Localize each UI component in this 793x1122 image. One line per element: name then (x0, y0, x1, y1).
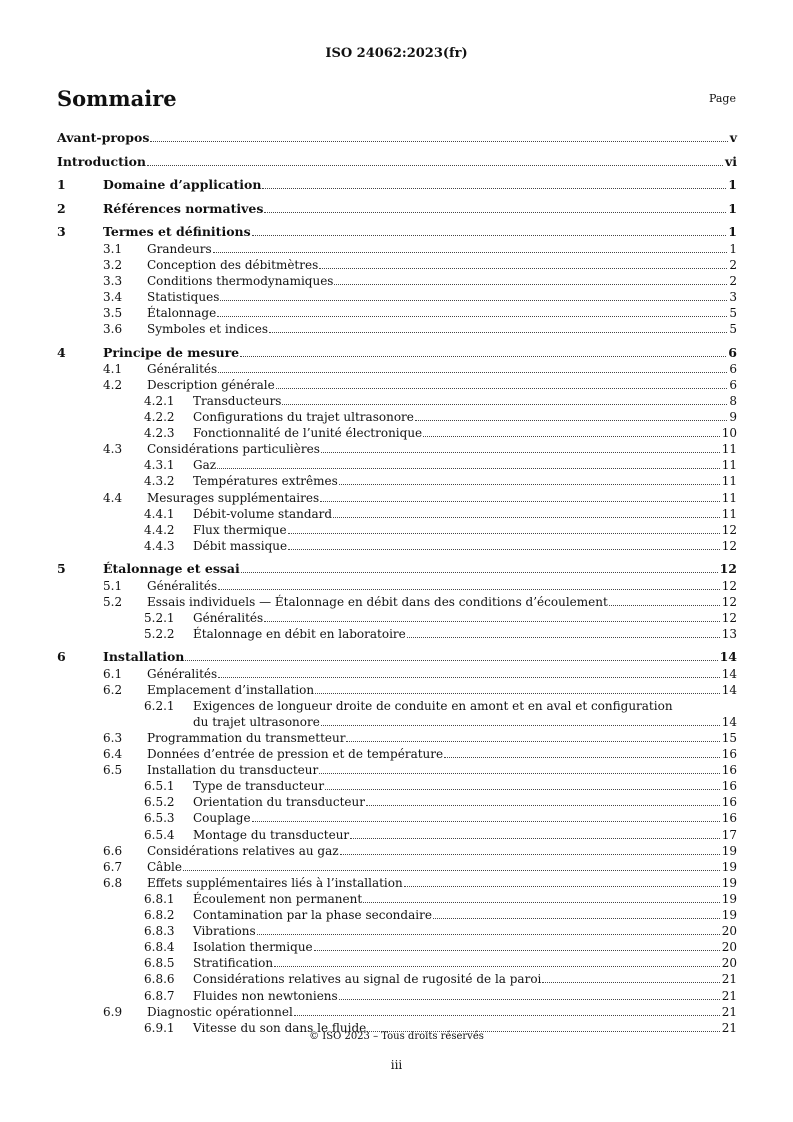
toc-entry[interactable] (147, 442, 737, 456)
toc-entry-page: 19 (721, 891, 737, 906)
toc-entry[interactable] (147, 844, 737, 858)
toc-entry[interactable] (193, 627, 737, 641)
page-number: iii (390, 1058, 403, 1072)
toc-entry-page: 2 (729, 257, 737, 272)
toc-entry-page: 12 (721, 594, 737, 609)
toc-entry-title: Essais individuels — Étalonnage en débit dans des conditions d’écoulement (147, 594, 608, 609)
toc-entry-number: 4.2 (103, 377, 123, 392)
toc-entry-title: Vibrations (193, 924, 256, 939)
toc-entry-title: Symboles et indices (147, 322, 269, 336)
toc-entry-title-continuation: du trajet ultrasonore (193, 714, 320, 729)
toc-entry[interactable] (147, 579, 737, 593)
toc-entry-page: v (729, 130, 737, 145)
dot-leader (264, 621, 720, 622)
dot-leader (282, 404, 727, 405)
toc-entry-page: 15 (721, 730, 737, 745)
toc-entry[interactable] (147, 306, 737, 320)
toc-entry-title: Type de transducteur (193, 779, 325, 794)
toc-entry[interactable] (147, 731, 737, 745)
toc-entry-title: Considérations particulières (147, 442, 320, 457)
toc-entry-title: Câble (147, 859, 182, 874)
toc-entry-page: 20 (721, 940, 737, 955)
dot-leader (320, 501, 720, 502)
toc-entry-title: Introduction (57, 153, 147, 169)
toc-entry-number: 4.3.2 (144, 474, 175, 489)
toc-entry-page: 6 (729, 377, 737, 392)
toc-entry-page: 19 (721, 908, 737, 922)
toc-entry-page: 14 (721, 714, 737, 729)
dot-leader (276, 388, 728, 389)
toc-entry-number: 6.8.6 (144, 972, 175, 987)
toc-entry[interactable] (147, 1005, 737, 1019)
toc-entry[interactable] (147, 683, 737, 697)
dot-leader (147, 165, 723, 166)
toc-entry[interactable] (147, 491, 737, 505)
toc-entry-number: 6.8.7 (144, 988, 175, 1003)
dot-leader (366, 805, 720, 806)
dot-leader (288, 549, 720, 550)
dot-leader (183, 870, 720, 871)
toc-entry-page: 20 (721, 924, 737, 939)
toc-entry-title: Étalonnage (147, 305, 217, 320)
dot-leader (407, 637, 720, 638)
toc-entry[interactable] (193, 779, 737, 793)
toc-entry-number: 2 (57, 200, 66, 216)
dot-leader (218, 677, 720, 678)
toc-entry-number: 3.6 (103, 322, 123, 336)
toc-entry-number: 6.8.2 (144, 908, 175, 922)
toc-entry-page: 2 (729, 273, 737, 288)
toc-entry-page: vi (724, 153, 737, 169)
dot-leader (319, 773, 720, 774)
toc-entry[interactable] (103, 202, 737, 216)
toc-entry-page: 9 (729, 410, 737, 424)
toc-entry[interactable] (147, 860, 737, 874)
toc-entry-page: 16 (721, 779, 737, 794)
toc-entry-title: Étalonnage en débit en laboratoire (193, 626, 406, 641)
toc-entry[interactable] (193, 892, 737, 906)
toc-entry-number: 3.5 (103, 305, 123, 320)
toc-entry[interactable] (193, 523, 737, 537)
toc-entry-number: 6.8.1 (144, 891, 175, 906)
toc-entry-title: Principe de mesure (103, 344, 240, 360)
toc-entry[interactable] (193, 611, 737, 625)
dot-leader (339, 999, 720, 1000)
toc-entry-number: 4.4.2 (144, 522, 175, 537)
toc-entry-number: 4.4.1 (144, 506, 175, 521)
toc-entry-page: 16 (721, 795, 737, 810)
toc-entry-title: Transducteurs (193, 393, 282, 408)
toc-entry-page: 1 (728, 224, 737, 240)
toc-entry-title: Écoulement non permanent (193, 891, 363, 906)
toc-entry[interactable] (147, 362, 737, 376)
toc-entry[interactable] (147, 667, 737, 681)
toc-entry-number: 3.2 (103, 257, 123, 272)
toc-entry-page: 1 (728, 200, 737, 216)
toc-entry-title: Conception des débitmètres (147, 257, 319, 272)
toc-entry[interactable] (193, 924, 737, 938)
toc-entry-page: 13 (721, 626, 737, 641)
toc-entry[interactable] (103, 178, 737, 192)
toc-entry-number: 6.4 (103, 747, 123, 761)
toc-entry-page: 11 (721, 490, 737, 505)
dot-leader (340, 854, 720, 855)
toc-entry-title: Diagnostic opérationnel (147, 1004, 293, 1019)
toc-entry-number: 3.3 (103, 273, 123, 288)
toc-entry-number: 6.6 (103, 843, 123, 858)
toc-entry-number: 6.5 (103, 763, 123, 778)
toc-entry-title: Flux thermique (193, 522, 287, 537)
toc-entry[interactable] (147, 378, 737, 392)
dot-leader (252, 821, 720, 822)
dot-leader (325, 789, 720, 790)
dot-leader (423, 436, 720, 437)
toc-entry-title: Vitesse du son dans le fluide (193, 1020, 367, 1035)
toc-entry-number: 6.7 (103, 859, 123, 874)
toc-entry-title: Configurations du trajet ultrasonore (193, 410, 414, 424)
dot-leader (319, 268, 727, 269)
toc-entry-number: 5.2.1 (144, 610, 175, 625)
toc-entry-page: 14 (719, 649, 737, 665)
toc-entry-number: 3.1 (103, 241, 123, 256)
toc-entry[interactable] (193, 989, 737, 1003)
toc-entry[interactable] (193, 940, 737, 954)
toc-entry-number: 6.8.4 (144, 940, 175, 955)
toc-entry-title: Considérations relatives au gaz (147, 843, 339, 858)
toc-entry[interactable] (147, 274, 737, 288)
dot-leader (217, 468, 720, 469)
toc-entry-title: Emplacement d’installation (147, 682, 315, 697)
dot-leader (288, 533, 720, 534)
toc-entry-page: 12 (721, 610, 737, 625)
toc-entry-page: 12 (721, 578, 737, 593)
dot-leader (217, 316, 727, 317)
toc-entry-page: 11 (721, 442, 737, 457)
toc-entry[interactable] (193, 972, 737, 986)
toc-entry-title: Domaine d’application (103, 177, 262, 193)
toc-entry-number: 6.9.1 (144, 1020, 175, 1035)
toc-entry-page: 21 (721, 972, 737, 987)
toc-entry[interactable] (103, 225, 737, 239)
toc-entry-page: 14 (721, 682, 737, 697)
toc-entry-page: 16 (721, 763, 737, 778)
toc-entry-page: 5 (729, 322, 737, 336)
toc-entry-number: 4 (57, 344, 66, 360)
dot-leader (444, 757, 720, 758)
dot-leader (213, 252, 728, 253)
toc-entry[interactable] (147, 258, 737, 272)
dot-leader (185, 660, 717, 661)
toc-entry[interactable] (147, 242, 737, 256)
toc-entry[interactable] (103, 562, 737, 576)
toc-entry[interactable] (103, 346, 737, 360)
toc-entry-number: 5.2 (103, 594, 123, 609)
toc-entry[interactable] (147, 747, 737, 761)
toc-entry-number: 5.2.2 (144, 626, 175, 641)
toc-entry[interactable] (193, 410, 737, 424)
copyright-footer: © ISO 2023 – Tous droits réservés (309, 1031, 484, 1042)
dot-leader (240, 356, 726, 357)
toc-entry-title: Généralités (147, 578, 218, 593)
toc-entry[interactable] (193, 474, 737, 488)
toc-entry-page: 6 (728, 344, 737, 360)
toc-entry-title: Statistiques (147, 289, 220, 304)
dot-leader (350, 838, 720, 839)
dot-leader (609, 605, 720, 606)
toc-entry-page: 19 (721, 875, 737, 890)
toc-entry-title: Effets supplémentaires liés à l’installation (147, 875, 403, 890)
toc-entry[interactable] (193, 539, 737, 553)
toc-entry-page: 1 (728, 177, 737, 193)
toc-entry-page: 19 (721, 859, 737, 874)
dot-leader (315, 693, 720, 694)
toc-entry-number: 6.5.4 (144, 827, 175, 842)
toc-entry-title: Débit-volume standard (193, 506, 333, 521)
toc-entry-number: 6 (57, 649, 66, 665)
toc-entry-page: 11 (721, 506, 737, 521)
toc-entry-number: 5 (57, 561, 66, 577)
toc-entry-page: 10 (721, 426, 737, 441)
page-column-label: Page (708, 92, 736, 105)
toc-entry-number: 4.4.3 (144, 538, 175, 553)
toc-entry[interactable] (193, 908, 737, 922)
toc-entry[interactable] (103, 650, 737, 664)
dot-leader (252, 235, 727, 236)
toc-entry-title: Isolation thermique (193, 940, 313, 955)
toc-entry-title: Grandeurs (147, 241, 212, 256)
toc-entry-number: 4.4 (103, 490, 123, 505)
toc-entry-page: 20 (721, 956, 737, 971)
toc-entry-page: 17 (721, 827, 737, 842)
dot-leader (264, 212, 726, 213)
toc-entry-number: 4.1 (103, 361, 123, 376)
dot-leader (262, 188, 726, 189)
dot-leader (314, 950, 720, 951)
toc-entry-number: 3.4 (103, 289, 123, 304)
dot-leader (542, 982, 719, 983)
toc-entry-number: 1 (57, 177, 66, 193)
dot-leader (346, 741, 719, 742)
dot-leader (294, 1015, 720, 1016)
dot-leader (257, 934, 720, 935)
toc-entry-title: Stratification (193, 956, 274, 971)
toc-entry-title: Programmation du transmetteur (147, 730, 346, 745)
dot-leader (363, 902, 720, 903)
toc-entry-title: Généralités (147, 361, 218, 376)
toc-entry[interactable] (147, 290, 737, 304)
toc-entry-number: 5.1 (103, 578, 123, 593)
toc-entry-title: Conditions thermodynamiques (147, 273, 334, 288)
toc-entry-number: 6.5.3 (144, 811, 175, 826)
toc-entry-title: Exigences de longueur droite de conduite en amont et en aval et configuration (193, 698, 673, 713)
toc-entry-page: 3 (729, 289, 737, 304)
toc-entry-title: Mesurages supplémentaires (147, 490, 320, 505)
toc-entry-number: 6.8.5 (144, 956, 175, 971)
dot-leader (415, 420, 727, 421)
toc-entry-title: Débit massique (193, 538, 288, 553)
dot-leader (150, 141, 727, 142)
toc-entry-title: Références normatives (103, 200, 264, 216)
toc-entry-title: Étalonnage et essai (103, 561, 240, 577)
dot-leader (269, 332, 727, 333)
toc-entry-number: 4.3.1 (144, 458, 175, 473)
toc-entry-title: Description générale (147, 377, 275, 392)
dot-leader (321, 725, 720, 726)
dot-leader (321, 452, 720, 453)
toc-entry[interactable] (147, 595, 737, 609)
toc-entry[interactable] (193, 458, 737, 472)
dot-leader (274, 966, 720, 967)
toc-entry-number: 6.1 (103, 666, 123, 681)
toc-entry-title: Orientation du transducteur (193, 795, 365, 810)
dot-leader (333, 517, 720, 518)
toc-entry-title: Gaz (193, 458, 217, 473)
toc-entry-page: 21 (721, 1004, 737, 1019)
toc-entry-page: 21 (721, 988, 737, 1003)
toc-entry[interactable] (193, 828, 737, 842)
toc-entry-number: 6.5.1 (144, 779, 175, 794)
toc-entry-title: Contamination par la phase secondaire (193, 908, 432, 922)
toc-entry[interactable] (57, 155, 737, 169)
toc-entry-page: 5 (729, 305, 737, 320)
toc-entry-title: Installation du transducteur (147, 763, 319, 778)
toc-entry[interactable] (193, 956, 737, 970)
toc-entry[interactable] (147, 763, 737, 777)
toc-entry-title: Montage du transducteur (193, 827, 350, 842)
toc-entry-number: 6.2 (103, 682, 123, 697)
dot-leader (339, 484, 720, 485)
toc-entry-title: Données d’entrée de pression et de température (147, 747, 444, 761)
toc-entry-title: Températures extrêmes (193, 474, 338, 489)
toc-entry-number: 4.3 (103, 442, 123, 457)
document-id-header: ISO 24062:2023(fr) (325, 46, 468, 61)
dot-leader (404, 886, 720, 887)
toc-entry-title: Fluides non newtoniens (193, 988, 338, 1003)
toc-title: Sommaire (57, 86, 177, 111)
toc-entry-number: 4.2.3 (144, 426, 175, 441)
toc-entry-page: 16 (721, 811, 737, 826)
dot-leader (241, 572, 718, 573)
dot-leader (218, 589, 720, 590)
toc-entry-title: Considérations relatives au signal de rugosité de la paroi (193, 972, 542, 987)
dot-leader (433, 918, 720, 919)
toc-entry-page: 12 (721, 538, 737, 553)
toc-entry-title: Termes et définitions (103, 224, 251, 240)
toc-entry-page: 11 (721, 458, 737, 473)
toc-entry-title: Fonctionnalité de l’unité électronique (193, 426, 423, 441)
toc-entry-title: Généralités (147, 666, 218, 681)
toc-entry-page: 12 (719, 561, 737, 577)
toc-entry-page: 11 (721, 474, 737, 489)
toc-entry[interactable] (193, 811, 737, 825)
toc-entry-page: 14 (721, 666, 737, 681)
toc-entry[interactable] (57, 131, 737, 145)
toc-entry[interactable] (193, 394, 737, 408)
dot-leader (220, 300, 727, 301)
toc-entry-title: Généralités (193, 610, 264, 625)
toc-entry-title: Avant-propos (57, 130, 150, 145)
dot-leader (334, 284, 727, 285)
toc-entry-page: 16 (721, 747, 737, 761)
toc-entry-page: 21 (721, 1020, 737, 1035)
toc-entry-page: 6 (729, 361, 737, 376)
toc-entry-number: 4.2.2 (144, 410, 175, 424)
toc-entry-number: 6.5.2 (144, 795, 175, 810)
toc-entry[interactable] (147, 322, 737, 336)
toc-entry-number: 6.2.1 (144, 698, 175, 713)
toc-entry-title: Couplage (193, 811, 251, 826)
toc-entry[interactable] (193, 795, 737, 809)
toc-entry[interactable] (147, 876, 737, 890)
toc-entry-page: 12 (721, 522, 737, 537)
toc-entry[interactable] (193, 715, 737, 729)
dot-leader (218, 372, 727, 373)
toc-entry-page: 8 (729, 393, 737, 408)
toc-entry[interactable] (193, 507, 737, 521)
toc-entry-number: 6.9 (103, 1004, 123, 1019)
toc-entry-title: Installation (103, 649, 185, 665)
toc-entry-number: 6.8 (103, 875, 123, 890)
toc-entry-number: 4.2.1 (144, 393, 175, 408)
toc-entry-page: 19 (721, 843, 737, 858)
toc-entry-page: 1 (729, 241, 737, 256)
toc-entry-number: 6.8.3 (144, 924, 175, 939)
toc-entry-number: 6.3 (103, 730, 123, 745)
toc-entry[interactable] (193, 426, 737, 440)
toc-entry-number: 3 (57, 224, 66, 240)
